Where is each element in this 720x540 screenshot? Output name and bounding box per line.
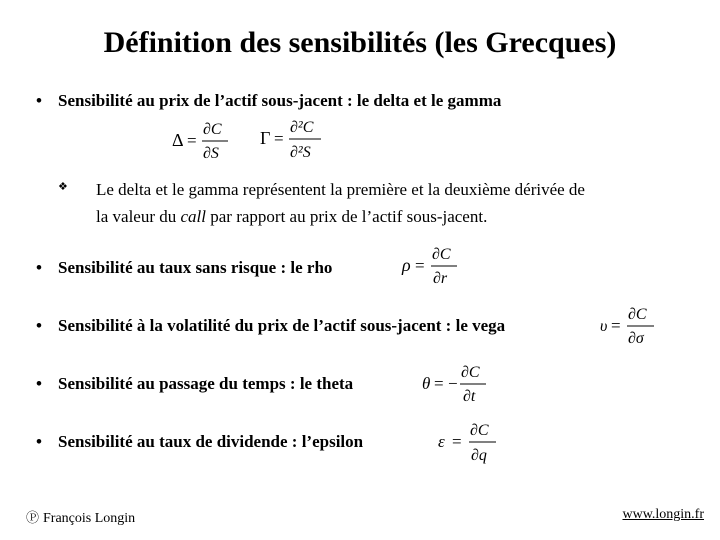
rho-formula xyxy=(400,240,466,290)
section-label: Sensibilité à la volatilité du prix de l’actif sous-jacent : le vega xyxy=(58,316,506,335)
section-label: Sensibilité au prix de l’actif sous-jacent : le delta et le gamma xyxy=(58,91,502,110)
svg-text:υ: υ xyxy=(600,318,608,335)
section-label: Sensibilité au passage du temps : le theta xyxy=(58,374,354,393)
delta-formula xyxy=(170,116,242,164)
svg-text:∂C: ∂C xyxy=(203,121,222,138)
svg-text:∂S: ∂S xyxy=(203,145,219,162)
section-rho xyxy=(36,258,332,278)
svg-text:θ: θ xyxy=(422,374,431,393)
epsilon-formula xyxy=(436,415,502,467)
svg-text:Δ: Δ xyxy=(172,130,184,150)
svg-text:=: = xyxy=(187,131,197,150)
svg-text:∂C: ∂C xyxy=(461,364,480,381)
svg-text:ρ: ρ xyxy=(402,255,411,275)
svg-text:∂C: ∂C xyxy=(470,422,489,439)
svg-text:=: = xyxy=(611,316,621,335)
bullet-icon: • xyxy=(36,316,42,335)
bullet-icon: • xyxy=(36,91,42,110)
section-epsilon xyxy=(36,432,363,452)
section-delta-gamma xyxy=(36,91,501,111)
website-link-container xyxy=(622,507,704,523)
author-logo-icon: Ⓟ xyxy=(26,510,40,525)
svg-text:ε: ε xyxy=(438,432,445,451)
svg-text:∂q: ∂q xyxy=(471,447,487,464)
svg-text:∂²S: ∂²S xyxy=(290,144,311,161)
svg-text:∂σ: ∂σ xyxy=(628,330,644,347)
author-credit xyxy=(26,507,135,527)
section-vega xyxy=(36,316,505,336)
svg-text:=: = xyxy=(434,374,444,393)
svg-text:∂t: ∂t xyxy=(463,388,476,405)
theta-formula xyxy=(420,358,492,408)
svg-text:∂C: ∂C xyxy=(432,246,451,263)
page-title: Définition des sensibilités (les Grecques) xyxy=(103,26,617,59)
svg-text:=: = xyxy=(415,256,425,275)
section-label: Sensibilité au taux sans risque : le rho xyxy=(58,258,333,277)
svg-text:∂C: ∂C xyxy=(628,306,647,323)
svg-text:−: − xyxy=(448,374,458,393)
website-link[interactable]: www.longin.fr xyxy=(622,507,704,522)
svg-text:Γ: Γ xyxy=(260,128,271,148)
svg-text:∂²C: ∂²C xyxy=(290,119,314,136)
bullet-icon: • xyxy=(36,432,42,451)
svg-text:=: = xyxy=(274,129,284,148)
bullet-icon: • xyxy=(36,258,42,277)
explanation-line-2: la valeur du call par rapport au prix de l’actif sous-jacent. xyxy=(96,207,488,226)
gamma-formula xyxy=(258,114,338,164)
section-label: Sensibilité au taux de dividende : l’epsilon xyxy=(58,432,364,451)
call-term: call xyxy=(180,207,206,226)
diamond-bullet-icon: ❖ xyxy=(58,181,68,193)
vega-formula xyxy=(598,300,662,350)
svg-text:∂r: ∂r xyxy=(433,270,448,287)
svg-text:=: = xyxy=(452,432,462,451)
bullet-icon: • xyxy=(36,374,42,393)
explanation-line-1: Le delta et le gamma représentent la première et la deuxième dérivée de xyxy=(96,180,585,199)
author-name: François Longin xyxy=(43,511,136,526)
section-theta xyxy=(36,374,353,394)
